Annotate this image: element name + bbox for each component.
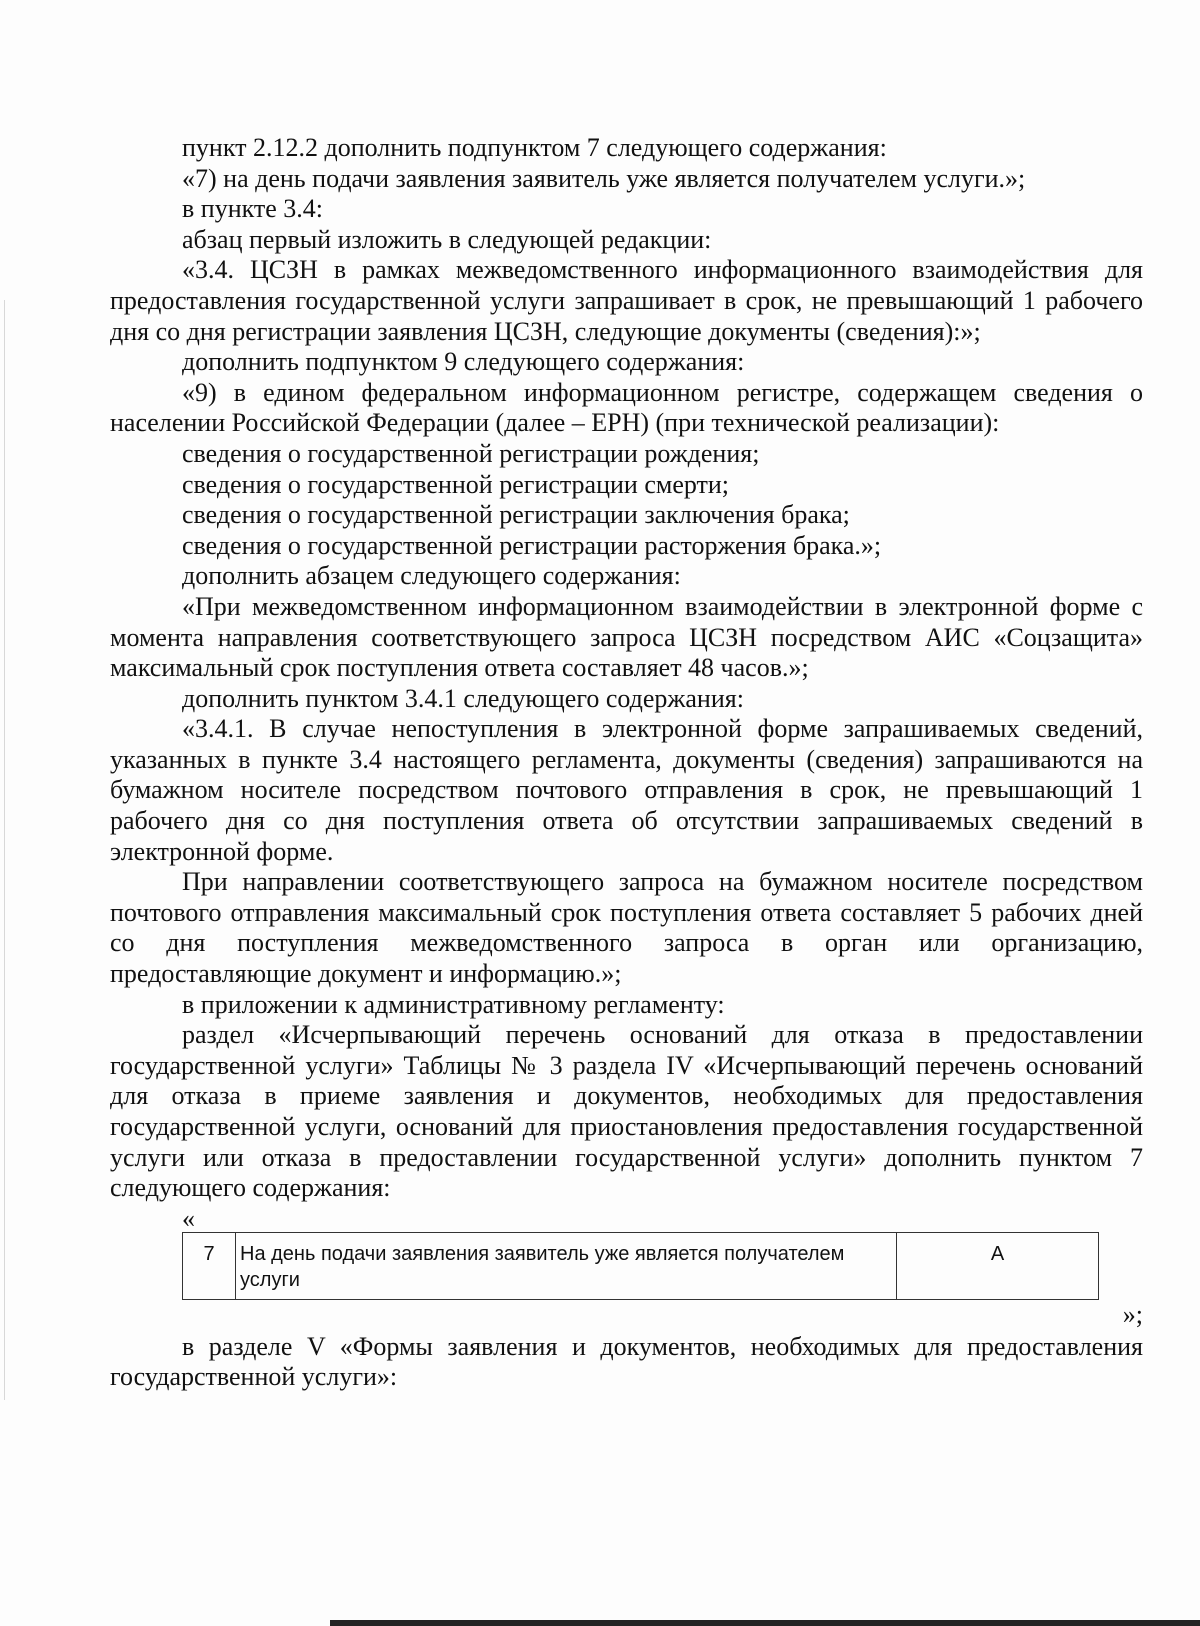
row-code: А: [897, 1232, 1099, 1299]
paragraph: «При межведомственном информационном взаимодействии в электронной форме с момента направления соответствующего запроса ЦСЗН посредством АИС «Соцзащита» максимальный срок поступления ответа составляет 48 часов.»;: [110, 591, 1143, 683]
open-quote: «: [182, 1203, 195, 1233]
paragraph: раздел «Исчерпывающий перечень оснований для отказа в предоставлении государственной услуги» Таблицы № 3 раздела IV «Исчерпывающий перечень оснований для отказа в приеме заявления и документов, необходимых для предоставления государственной услуги, оснований для приостановления предоставления государственной услуги или отказа в предоставлении государственной услуги» дополнить пунктом 7 следующего содержания:: [110, 1020, 1143, 1203]
paragraph: дополнить подпунктом 9 следующего содержания:: [182, 347, 745, 377]
paragraph: дополнить пунктом 3.4.1 следующего содержания:: [182, 683, 744, 713]
document-body: [110, 133, 1143, 1393]
table-row: [183, 1232, 1099, 1299]
paragraph: сведения о государственной регистрации расторжения брака.»;: [182, 530, 882, 560]
close-quote: »;: [1122, 1299, 1143, 1329]
paragraph: дополнить абзацем следующего содержания:: [182, 561, 681, 591]
row-number: 7: [183, 1232, 236, 1299]
paragraph: «3.4. ЦСЗН в рамках межведомственного информационного взаимодействия для предоставления государственной услуги запрашивает в срок, не превышающий 1 рабочего дня со дня регистрации заявления ЦСЗН, следующие документы (сведения):»;: [110, 255, 1143, 346]
row-description: На день подачи заявления заявитель уже является получателем услуги: [236, 1232, 897, 1299]
paragraph: абзац первый изложить в следующей редакции:: [182, 224, 712, 254]
scan-edge-bottom: [330, 1620, 1200, 1626]
rejection-grounds-table: [182, 1232, 1099, 1300]
scan-edge-left: [4, 300, 5, 1400]
paragraph: «3.4.1. В случае непоступления в электронной форме запрашиваемых сведений, указанных в пункте 3.4 настоящего регламента, документы (сведения) запрашиваются на бумажном носителе посредством почтового отправления в срок, не превышающий 1 рабочего дня со дня поступления ответа об отсутствии запрашиваемых сведений в электронной форме.: [110, 714, 1143, 866]
paragraph: в приложении к административному регламенту:: [182, 989, 725, 1019]
table-wrapper: [182, 1232, 1099, 1300]
paragraph: «7) на день подачи заявления заявитель уже является получателем услуги.»;: [182, 163, 1026, 193]
paragraph: сведения о государственной регистрации заключения брака;: [182, 500, 850, 530]
paragraph: При направлении соответствующего запроса на бумажном носителе посредством почтового отправления максимальный срок поступления ответа составляет 5 рабочих дней со дня поступления межведомственного запроса в орган или организацию, предоставляющие документ и информацию.»;: [110, 867, 1143, 989]
paragraph: в пункте 3.4:: [182, 194, 324, 224]
paragraph: сведения о государственной регистрации смерти;: [182, 469, 730, 499]
paragraph: «9) в едином федеральном информационном регистре, содержащем сведения о населении Российской Федерации (далее – ЕРН) (при технической реализации):: [110, 377, 1143, 438]
paragraph: пункт 2.12.2 дополнить подпунктом 7 следующего содержания:: [182, 133, 887, 162]
paragraph: в разделе V «Формы заявления и документов, необходимых для предоставления государственной услуги»:: [110, 1331, 1143, 1392]
paragraph: сведения о государственной регистрации рождения;: [182, 438, 760, 468]
